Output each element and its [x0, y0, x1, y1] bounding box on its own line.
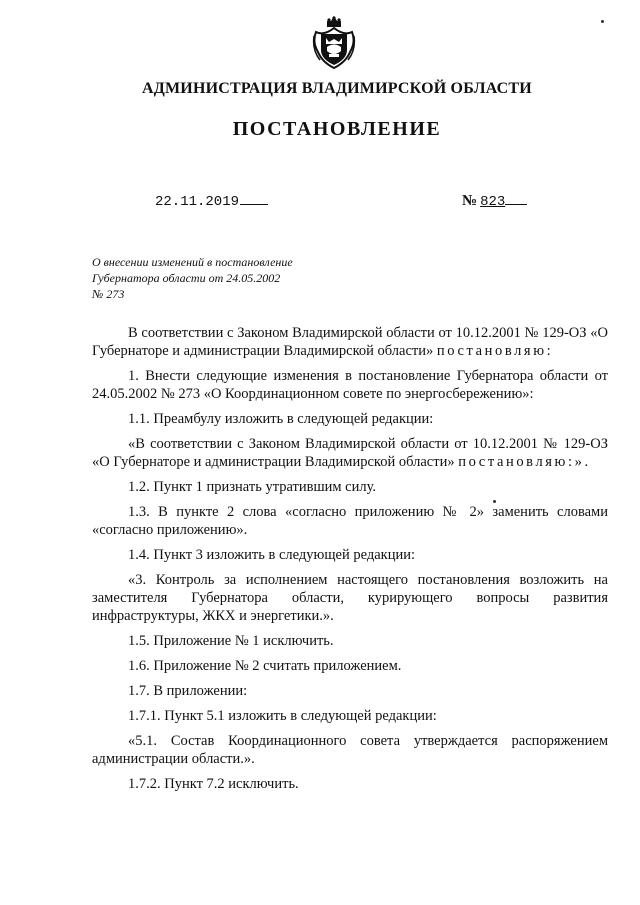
- paragraph-1-1: 1.1. Преамбулу изложить в следующей редакции:: [128, 411, 434, 427]
- document-body: [92, 324, 608, 800]
- document-number: [462, 192, 527, 210]
- coat-of-arms-emblem: [312, 14, 356, 72]
- paragraph-preamble: [92, 324, 608, 360]
- paragraph-1-7-1-quote: «5.1. Состав Координационного совета утверждается распоряжением администрации области.».: [92, 733, 608, 767]
- document-date: [155, 192, 268, 210]
- scan-speck: [493, 500, 496, 503]
- preamble-decree-word: постановляю:: [436, 343, 554, 359]
- paragraph-1-4: 1.4. Пункт 3 изложить в следующей редакции:: [128, 547, 416, 563]
- quote-text: «В соответствии с Законом Владимирской области от 10.12.2001 № 129-ОЗ «О Губернаторе и администрации Владимирской области»: [92, 436, 608, 470]
- paragraph-1-4-quote: «3. Контроль за исполнением настоящего постановления возложить на заместителя Губернатора области, курирующего вопросы развития инфраструктуры, ЖКХ и энергетики.».: [92, 572, 608, 624]
- paragraph-1-7-2: 1.7.2. Пункт 7.2 исключить.: [128, 776, 299, 792]
- subject-line-2: Губернатора области от 24.05.2002: [92, 271, 281, 285]
- subject-line-3: № 273: [92, 287, 125, 301]
- number-underline: [505, 192, 527, 205]
- date-value: 22.11.2019: [155, 194, 240, 210]
- paragraph-1-7: 1.7. В приложении:: [128, 683, 248, 699]
- paragraph-1-1-quote: [92, 435, 608, 471]
- subject-line-1: О внесении изменений в постановление: [92, 255, 293, 269]
- paragraph-1-3: 1.3. В пункте 2 слова «согласно приложению № 2» заменить словами «согласно приложению».: [92, 504, 608, 538]
- paragraph-1: 1. Внести следующие изменения в постановление Губернатора области от 24.05.2002 № 273 «О Координационном совете по энергосбережению»:: [92, 368, 608, 402]
- organization-title: АДМИНИСТРАЦИЯ ВЛАДИМИРСКОЙ ОБЛАСТИ: [142, 80, 532, 97]
- date-underline: [240, 192, 268, 205]
- paragraph-1-6: 1.6. Приложение № 2 считать приложением.: [128, 658, 402, 674]
- quote-decree-word: постановляю:».: [458, 454, 591, 470]
- scan-speck: [601, 20, 604, 23]
- document-subject: [92, 254, 293, 302]
- number-label: №: [462, 193, 478, 209]
- number-value: 823: [480, 194, 506, 210]
- paragraph-1-7-1: 1.7.1. Пункт 5.1 изложить в следующей редакции:: [128, 708, 437, 724]
- preamble-text: В соответствии с Законом Владимирской области от 10.12.2001 № 129-ОЗ «О Губернаторе и администрации Владимирской области»: [92, 325, 608, 359]
- paragraph-1-2: 1.2. Пункт 1 признать утратившим силу.: [128, 479, 377, 495]
- document-type-title: ПОСТАНОВЛЕНИЕ: [232, 118, 442, 140]
- paragraph-1-5: 1.5. Приложение № 1 исключить.: [128, 633, 334, 649]
